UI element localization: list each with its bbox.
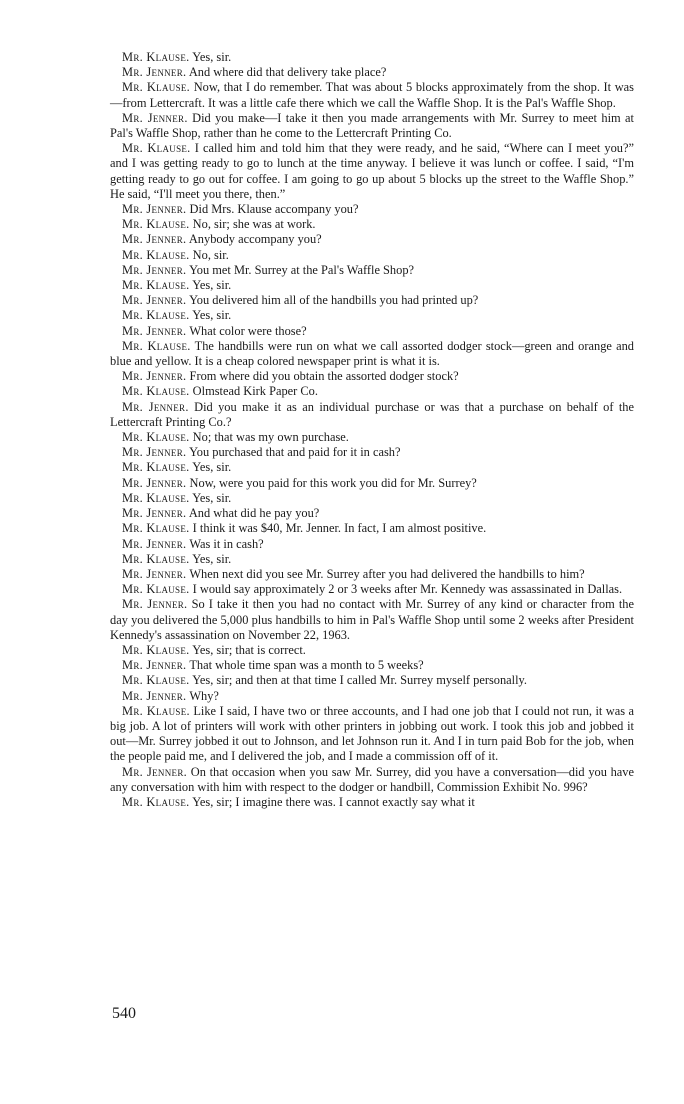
testimony-paragraph: [110, 795, 634, 810]
speaker-name: Mr. Jenner.: [122, 566, 187, 581]
speech-text: From where did you obtain the assorted dodger stock?: [189, 369, 459, 384]
testimony-paragraph: [110, 278, 634, 293]
speaker-name: Mr. Klause.: [122, 308, 190, 323]
speaker-name: Mr. Klause.: [122, 430, 190, 445]
speech-text: Now, that I do remember. That was about 5 blocks approximately from the shop. It was—from Lettercraft. It was a little cafe there which we call the Waffle Shop. It is the Pal's Waffle Shop.: [110, 80, 634, 110]
testimony-paragraph: [110, 765, 634, 795]
page-number: 540: [112, 1005, 136, 1022]
testimony-paragraph: [110, 50, 634, 65]
speech-text: Yes, sir.: [192, 50, 232, 64]
testimony-paragraph: [110, 658, 634, 673]
speaker-name: Mr. Klause.: [122, 460, 190, 475]
speaker-name: Mr. Klause.: [122, 80, 191, 95]
speech-text: No; that was my own purchase.: [192, 430, 349, 445]
testimony-paragraph: [110, 689, 634, 704]
speech-text: I called him and told him that they were ready, and he said, “Where can I meet you?” and I was getting ready to go to lunch at the time anyway. I believe it was lunch or coffee. I said, “I'm getting ready to go out for coffee. I am going to go up about 5 blocks up the street to the Waffle Shop.” He said, “I'll meet you there, then.”: [110, 141, 634, 201]
testimony-paragraph: [110, 111, 634, 141]
speech-text: And what did he pay you?: [188, 506, 320, 521]
speaker-name: Mr. Klause.: [122, 673, 190, 688]
speaker-name: Mr. Klause.: [122, 582, 190, 597]
speaker-name: Mr. Jenner.: [122, 597, 188, 612]
speaker-name: Mr. Jenner.: [122, 369, 187, 384]
testimony-paragraph: [110, 202, 634, 217]
testimony-paragraph: [110, 521, 634, 536]
speech-text: Yes, sir; and then at that time I called Mr. Surrey myself personally.: [192, 673, 528, 688]
testimony-paragraph: [110, 430, 634, 445]
speaker-name: Mr. Klause.: [122, 521, 190, 536]
speech-text: Did Mrs. Klause accompany you?: [189, 202, 359, 217]
speech-text: Yes, sir.: [192, 308, 232, 323]
testimony-paragraph: [110, 491, 634, 506]
speech-text: Yes, sir.: [192, 551, 232, 566]
testimony-paragraph: [110, 445, 634, 460]
speaker-name: Mr. Klause.: [122, 384, 190, 399]
speaker-name: Mr. Klause.: [122, 490, 190, 505]
testimony-paragraph: [110, 293, 634, 308]
testimony-paragraph: [110, 80, 634, 110]
speaker-name: Mr. Jenner.: [122, 110, 188, 125]
speech-text: I would say approximately 2 or 3 weeks after Mr. Kennedy was assassinated in Dallas.: [192, 582, 623, 597]
speaker-name: Mr. Klause.: [122, 50, 190, 64]
testimony-paragraph: [110, 582, 634, 597]
transcript-page: [110, 50, 634, 810]
speaker-name: Mr. Klause.: [122, 794, 190, 809]
speech-text: Like I said, I have two or three accounts, and I had one job that I could not run, it was a big job. A lot of printers will work with other printers in jobbing out work. I took this job and jobbed it out—Mr. Surrey jobbed it out to Johnson, and let Johnson run it. And I in turn paid Bob for the job, when the people paid me, and I delivered the job, and I made a commission off of it.: [110, 703, 634, 764]
speech-text: Now, were you paid for this work you did for Mr. Surrey?: [189, 475, 477, 490]
speaker-name: Mr. Jenner.: [122, 445, 187, 460]
testimony-paragraph: [110, 339, 634, 369]
speaker-name: Mr. Jenner.: [122, 232, 187, 247]
testimony-paragraph: [110, 506, 634, 521]
testimony-paragraph: [110, 324, 634, 339]
speaker-name: Mr. Jenner.: [122, 202, 187, 217]
speech-text: Yes, sir.: [192, 278, 232, 293]
speech-text: And where did that delivery take place?: [188, 65, 387, 80]
testimony-paragraph: [110, 400, 634, 430]
testimony-paragraph: [110, 476, 634, 491]
testimony-paragraph: [110, 232, 634, 247]
speech-text: You delivered him all of the handbills you had printed up?: [189, 293, 479, 308]
speech-text: No, sir; she was at work.: [192, 217, 316, 232]
testimony-paragraph: [110, 643, 634, 658]
testimony-paragraph: [110, 567, 634, 582]
testimony-paragraph: [110, 217, 634, 232]
speech-text: So I take it then you had no contact with Mr. Surrey of any kind or character from the day you delivered the 5,000 plus handbills to him in Pal's Waffle Shop until some 2 weeks after President Kennedy's assassination on November 22, 1963.: [110, 597, 634, 642]
speaker-name: Mr. Klause.: [122, 141, 191, 156]
speaker-name: Mr. Klause.: [122, 551, 190, 566]
speech-text: Did you make—I take it then you made arrangements with Mr. Surrey to meet him at Pal's Waffle Shop, rather than he come to the Lettercraft Printing Co.: [110, 110, 634, 141]
speech-text: The handbills were run on what we call assorted dodger stock—green and orange and blue and yellow. It is a cheap colored newspaper print is what it is.: [110, 338, 634, 369]
speaker-name: Mr. Klause.: [122, 247, 190, 262]
speaker-name: Mr. Klause.: [122, 703, 190, 718]
testimony-paragraph: [110, 552, 634, 567]
speaker-name: Mr. Jenner.: [122, 65, 187, 80]
speech-text: Why?: [189, 688, 219, 703]
speaker-name: Mr. Jenner.: [122, 262, 187, 277]
testimony-paragraph: [110, 248, 634, 263]
speech-text: I think it was $40, Mr. Jenner. In fact, I am almost positive.: [192, 521, 487, 536]
speech-text: Yes, sir.: [192, 460, 232, 475]
speaker-name: Mr. Klause.: [122, 217, 190, 232]
speech-text: Yes, sir.: [192, 490, 232, 505]
speaker-name: Mr. Klause.: [122, 278, 190, 293]
speaker-name: Mr. Klause.: [122, 642, 190, 657]
speech-text: Olmstead Kirk Paper Co.: [192, 384, 318, 399]
testimony-paragraph: [110, 704, 634, 765]
speaker-name: Mr. Jenner.: [122, 399, 189, 414]
speaker-name: Mr. Jenner.: [122, 688, 187, 703]
speech-text: Yes, sir; I imagine there was. I cannot exactly say what it: [192, 794, 475, 809]
speech-text: No, sir.: [192, 247, 229, 262]
speech-text: You purchased that and paid for it in cash?: [189, 445, 401, 460]
speaker-name: Mr. Klause.: [122, 338, 191, 353]
testimony-paragraph: [110, 369, 634, 384]
testimony-paragraph: [110, 597, 634, 643]
speech-text: Did you make it as an individual purchase or was that a purchase on behalf of the Lettercraft Printing Co.?: [110, 399, 634, 429]
speech-text: You met Mr. Surrey at the Pal's Waffle Shop?: [189, 262, 415, 277]
testimony-paragraph: [110, 384, 634, 399]
testimony-paragraph: [110, 263, 634, 278]
testimony-paragraph: [110, 141, 634, 202]
speech-text: On that occasion when you saw Mr. Surrey, did you have a conversation—did you have any conversation with him with respect to the dodger or handbill, Commission Exhibit No. 996?: [110, 764, 634, 794]
testimony-paragraph: [110, 308, 634, 323]
speaker-name: Mr. Jenner.: [122, 764, 188, 779]
speech-text: When next did you see Mr. Surrey after you had delivered the handbills to him?: [189, 566, 585, 581]
speech-text: What color were those?: [189, 323, 307, 338]
speaker-name: Mr. Jenner.: [122, 658, 187, 673]
speech-text: Anybody accompany you?: [188, 232, 322, 247]
testimony-paragraph: [110, 673, 634, 688]
speaker-name: Mr. Jenner.: [122, 475, 187, 490]
testimony-paragraph: [110, 537, 634, 552]
testimony-paragraph: [110, 65, 634, 80]
speaker-name: Mr. Jenner.: [122, 506, 187, 521]
speech-text: That whole time span was a month to 5 weeks?: [189, 658, 424, 673]
speech-text: Was it in cash?: [189, 536, 264, 551]
speaker-name: Mr. Jenner.: [122, 323, 187, 338]
speaker-name: Mr. Jenner.: [122, 536, 187, 551]
speech-text: Yes, sir; that is correct.: [192, 642, 306, 657]
testimony-paragraph: [110, 460, 634, 475]
speaker-name: Mr. Jenner.: [122, 293, 187, 308]
